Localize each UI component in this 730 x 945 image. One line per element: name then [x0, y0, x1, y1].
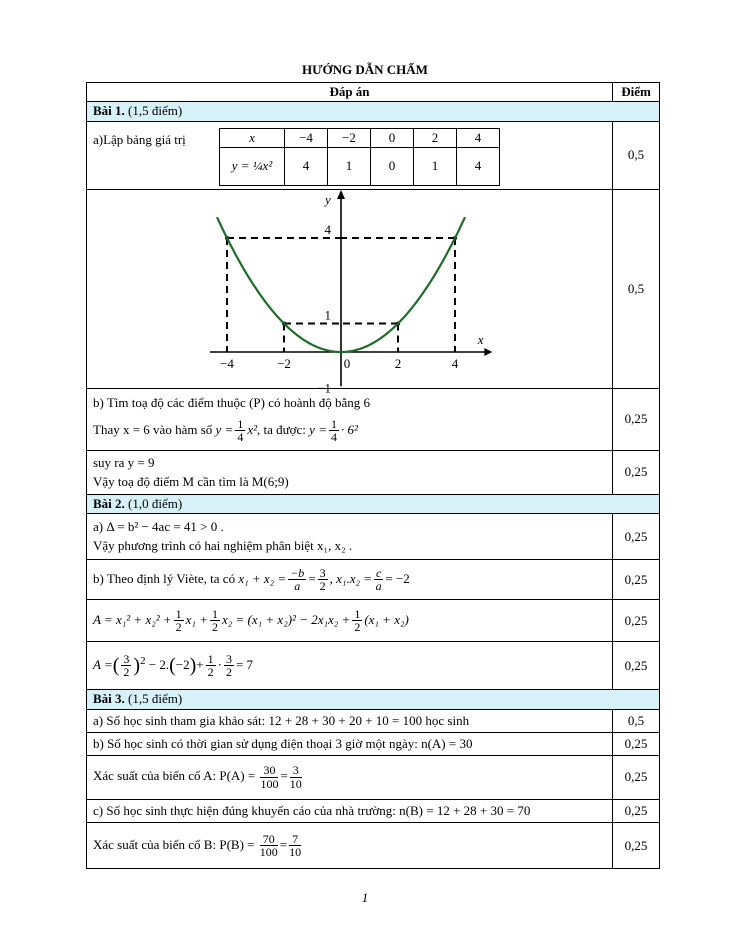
- section-heading: Bài 3.: [93, 691, 125, 707]
- table-row: Xác suất của biến cố B: P(B) = $\frac{70}{100}$ = $\frac{7}{10}$ 0,25: [87, 823, 660, 869]
- section-bai1: [87, 102, 660, 121]
- points-cell: 0,25: [613, 823, 660, 869]
- points-cell: 0,25: [613, 451, 660, 495]
- y-tick-label: 1: [324, 307, 331, 323]
- row-text: a) Số học sinh tham gia khảo sát: 12 + 28 + 30 + 20 + 10 = 100 học sinh: [87, 709, 613, 732]
- points-cell: 0,5: [613, 709, 660, 732]
- parabola-graph: [87, 190, 621, 396]
- row-text: Xác suất của biến cố B: P(B) =: [93, 836, 255, 852]
- value-table: [219, 128, 500, 186]
- value-cell: 4: [285, 147, 328, 185]
- row-text: b) Số học sinh có thời gian sử dụng điện thoại 3 giờ một ngày: n(A) = 30: [87, 732, 613, 755]
- row-text: b) Tìm toạ độ các điểm thuộc (P) có hoành độ bằng 6: [93, 395, 371, 411]
- points-cell: 0,25: [613, 800, 660, 823]
- value-row-y: [220, 147, 500, 185]
- points-cell: 0,5: [613, 121, 660, 189]
- x-axis-arrow: [484, 348, 492, 356]
- points-cell: 0,5: [613, 189, 660, 388]
- value-y-label: y = ¼x²: [220, 147, 285, 185]
- table-row: b) Tìm toạ độ các điểm thuộc (P) có hoành độ bằng 6 Thay x = 6 vào hàm số y = $\frac{1}{4}$ x², ta được: y = $\frac{1}{4}$ · 6² 0,25: [87, 389, 660, 451]
- x-tick-label: 2: [394, 355, 402, 371]
- value-cell: 0: [371, 147, 414, 185]
- page-number: 1: [361, 890, 369, 905]
- value-row-x: [220, 128, 500, 147]
- row-text: Xác suất của biến cố A: P(A) =: [93, 768, 256, 784]
- y-tick-label: −1: [317, 380, 331, 396]
- points-cell: 0,25: [613, 756, 660, 800]
- value-x-label: x: [220, 128, 285, 147]
- table-row: [87, 800, 660, 823]
- section-score: (1,0 điểm): [128, 496, 183, 511]
- value-cell: 2: [414, 128, 457, 147]
- section-score: (1,5 điểm): [128, 691, 183, 707]
- table-row: [87, 732, 660, 755]
- y-axis-label: y: [325, 191, 331, 207]
- row-text: b) Theo định lý Viète, ta có: [93, 570, 236, 586]
- table-row: b) Theo định lý Viète, ta có x₁ + x₂ = $\frac{-b}{a}$ = $\frac{3}{2}$ , x₁.x₂ = $\frac{c}{a}$ = −2 0,25: [87, 560, 660, 600]
- x-tick-label: 0: [343, 355, 351, 371]
- points-cell: 0,25: [613, 642, 660, 690]
- x-tick-label: −4: [220, 355, 234, 371]
- table-header: [87, 83, 660, 102]
- section-score: (1,5 điểm): [128, 103, 183, 119]
- value-cell: 4: [457, 128, 500, 147]
- value-cell: −2: [328, 128, 371, 147]
- value-cell: 0: [371, 128, 414, 147]
- table-row: [87, 451, 660, 495]
- section-bai2: [87, 495, 660, 514]
- table-row-graph: [87, 189, 660, 388]
- row-text: c) Số học sinh thực hiện đúng khuyến cáo của nhà trường: n(B) = 12 + 28 + 30 = 70: [87, 800, 613, 823]
- header-points: Điểm: [613, 83, 660, 102]
- points-cell: 0,25: [613, 732, 660, 755]
- points-cell: 0,25: [613, 389, 660, 451]
- section-heading: Bài 1.: [93, 103, 125, 119]
- row-text: Thay x = 6 vào hàm số: [93, 421, 213, 437]
- y-tick-label: 4: [324, 221, 331, 237]
- section-heading: Bài 2.: [93, 496, 125, 511]
- x-tick-label: −2: [277, 355, 291, 371]
- points-cell: 0,25: [613, 514, 660, 560]
- table-row: A = x₁² + x₂² + $\frac{1}{2}$ x₁ + $\frac{1}{2}$ x₂ = (x₁ + x₂)² − 2x₁x₂ + $\frac{1}{2}$ (x₁ + x₂) 0,25: [87, 600, 660, 642]
- row-text: suy ra y = 9: [93, 454, 155, 470]
- x-tick-label: 4: [451, 355, 459, 371]
- row-text: a) Δ = b² − 4ac = 41 > 0 .: [93, 519, 224, 534]
- answer-table: [86, 82, 660, 869]
- page-title: HƯỚNG DẪN CHẤM: [302, 62, 428, 77]
- value-cell: −4: [285, 128, 328, 147]
- row-text: Vậy toạ độ điểm M cần tìm là M(6;9): [93, 474, 289, 489]
- table-row: [87, 514, 660, 560]
- y-axis-arrow: [337, 190, 345, 199]
- row-text: Vậy phương trình có hai nghiệm phân biệt x₁, x₂ .: [93, 538, 353, 554]
- table-row: [87, 121, 660, 189]
- table-row: [87, 709, 660, 732]
- value-cell: 1: [328, 147, 371, 185]
- row-text: , ta được:: [256, 421, 306, 437]
- x-axis-label: x: [477, 331, 484, 347]
- header-answer: Đáp án: [87, 83, 613, 102]
- section-bai3: [87, 690, 660, 709]
- points-cell: 0,25: [613, 560, 660, 600]
- table-row: A =( $\frac{3}{2}$ )$^2$ − 2.(−2)+ $\frac{1}{2}$ · $\frac{3}{2}$ = 7 0,25: [87, 642, 660, 690]
- points-cell: 0,25: [613, 600, 660, 642]
- value-cell: 1: [414, 147, 457, 185]
- row-text: a)Lập bảng giá trị: [93, 131, 186, 147]
- table-row: Xác suất của biến cố A: P(A) = $\frac{30}{100}$ = $\frac{3}{10}$ 0,25: [87, 756, 660, 800]
- value-cell: 4: [457, 147, 500, 185]
